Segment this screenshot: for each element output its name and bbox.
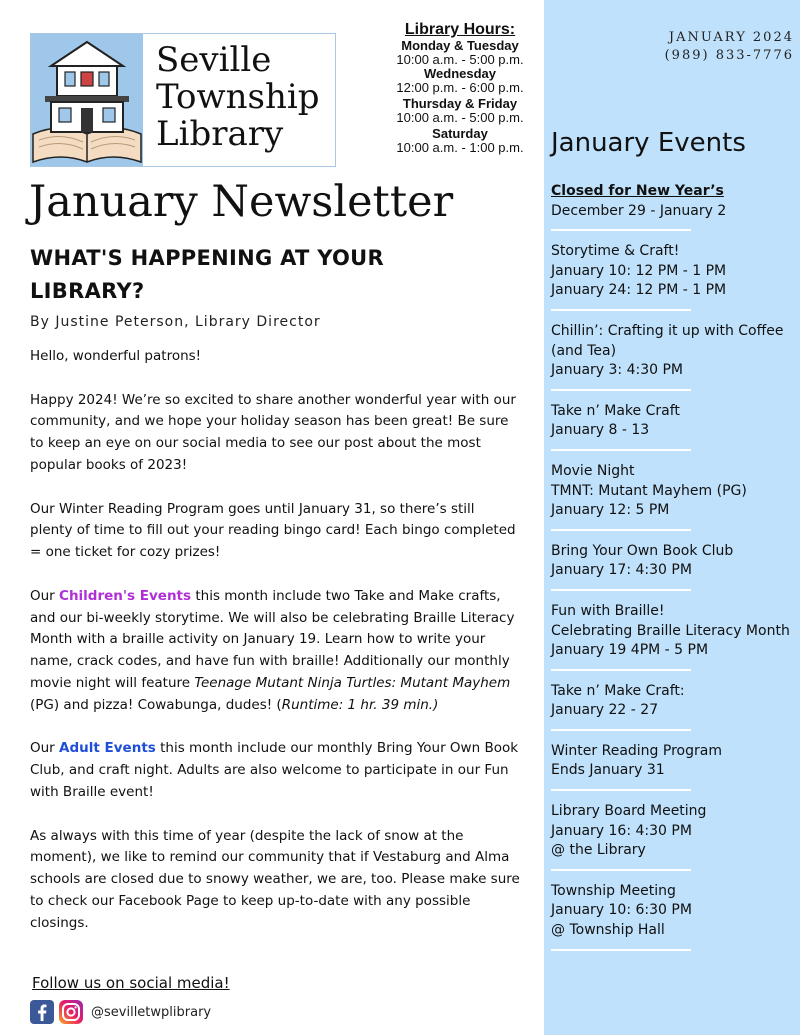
newsletter-subheading: WHAT'S HAPPENING AT YOUR LIBRARY? xyxy=(30,246,385,303)
event-detail: January 22 - 27 xyxy=(551,702,659,719)
paragraph-childrens-events xyxy=(30,586,520,717)
events-title: January Events xyxy=(551,128,746,158)
event-title: Movie Night xyxy=(551,462,635,479)
event-title: Winter Reading Program xyxy=(551,742,722,759)
hours-day: Wednesday xyxy=(423,66,496,81)
library-house-illustration xyxy=(31,34,143,166)
event-title: Library Board Meeting xyxy=(551,803,707,820)
event-item xyxy=(551,241,796,307)
event-divider xyxy=(551,949,691,951)
event-divider xyxy=(551,229,691,231)
event-detail: January 8 - 13 xyxy=(551,422,650,439)
event-detail: January 12: 5 PM xyxy=(551,502,670,519)
hours-time: 12:00 p.m. - 6:00 p.m. xyxy=(396,80,524,95)
text-run: this month include our monthly Bring Your Own Book Club, and craft night. Adults are also welcome to participate in our Fun with Braille event! xyxy=(30,740,519,800)
newsletter-body xyxy=(30,346,520,956)
text-run: (PG) and pizza! Cowabunga, dudes! ( xyxy=(30,696,282,713)
event-title: Bring Your Own Book Club xyxy=(551,542,734,559)
hours-title: Library Hours: xyxy=(404,21,516,38)
greeting: Hello, wonderful patrons! xyxy=(30,348,202,364)
event-detail: @ the Library xyxy=(551,842,646,859)
instagram-icon[interactable] xyxy=(59,1000,83,1024)
library-name-line: Township xyxy=(156,77,320,117)
social-handle[interactable]: @sevilletwplibrary xyxy=(91,1004,212,1020)
movie-title: Teenage Mutant Ninja Turtles: Mutant Mayhem xyxy=(194,674,511,691)
social-links xyxy=(30,999,211,1025)
text-run: this month include two Take and Make crafts, and our bi-weekly storytime. We will also be celebrating Braille Literacy Month with a braille activity on January 19. Learn how to write your name, crack codes, and have fun with braille! Additionally our monthly movie night will feature xyxy=(30,587,515,691)
event-item xyxy=(551,541,796,587)
text-run: Our xyxy=(30,740,60,757)
library-name xyxy=(156,42,320,153)
event-divider xyxy=(551,389,691,391)
event-item xyxy=(551,601,796,667)
event-detail: Celebrating Braille Literacy Month xyxy=(551,622,790,639)
event-item xyxy=(551,881,796,947)
facebook-icon[interactable] xyxy=(30,1000,54,1024)
byline: By Justine Peterson, Library Director xyxy=(30,314,321,330)
event-item xyxy=(551,461,796,527)
phone-number: (989) 833-7776 xyxy=(664,48,794,63)
paragraph-winter-reading: Our Winter Reading Program goes until January 31, so there’s still plenty of time to fill out your reading bingo card! Each bingo completed = one ticket for cozy prizes! xyxy=(30,500,516,561)
event-detail: January 24: 12 PM - 1 PM xyxy=(551,282,727,299)
text-run: Our xyxy=(30,587,60,604)
event-divider xyxy=(551,529,691,531)
paragraph-intro: Happy 2024! We’re so excited to share another wonderful year with our community, and we hope your holiday season has been great! Be sure to keep an eye on our social media to see our post about the most popular books of 2023! xyxy=(30,391,516,473)
events-list xyxy=(551,181,796,961)
event-title: Fun with Braille! xyxy=(551,602,665,619)
event-detail: January 16: 4:30 PM xyxy=(551,822,692,839)
event-item xyxy=(551,801,796,867)
issue-info xyxy=(665,29,794,65)
follow-social-link[interactable]: Follow us on social media! xyxy=(32,974,230,992)
event-item xyxy=(551,181,796,227)
event-detail: December 29 - January 2 xyxy=(551,202,727,219)
event-divider xyxy=(551,729,691,731)
event-title: Township Meeting xyxy=(551,882,676,899)
event-detail: January 10: 12 PM - 1 PM xyxy=(551,262,727,279)
event-title: Take n’ Make Craft xyxy=(551,402,680,419)
events-sidebar xyxy=(544,0,800,1035)
event-detail: Ends January 31 xyxy=(551,762,665,779)
childrens-events-highlight: Children's Events xyxy=(59,587,192,604)
library-name-line: Library xyxy=(156,114,284,154)
event-divider xyxy=(551,589,691,591)
library-name-line: Seville xyxy=(156,40,272,80)
hours-day: Thursday & Friday xyxy=(402,96,518,111)
event-detail: January 19 4PM - 5 PM xyxy=(551,642,709,659)
event-item xyxy=(551,741,796,787)
event-divider xyxy=(551,789,691,791)
event-title: Chillin’: Crafting it up with Coffee xyxy=(551,322,784,339)
event-item xyxy=(551,321,796,387)
runtime: Runtime: 1 hr. 39 min.) xyxy=(281,696,439,713)
hours-day: Monday & Tuesday xyxy=(401,38,519,53)
event-divider xyxy=(551,309,691,311)
event-detail: TMNT: Mutant Mayhem (PG) xyxy=(551,482,747,499)
event-item xyxy=(551,681,796,727)
event-title: Storytime & Craft! xyxy=(551,243,680,260)
paragraph-closings: As always with this time of year (despite the lack of snow at the moment), we like to remind our community that if Vestaburg and Alma schools are closed due to snowy weather, we are, too. Please make sure to check our Facebook Page to keep up-to-date with any possible closings. xyxy=(30,827,520,931)
event-item xyxy=(551,401,796,447)
hours-day: Saturday xyxy=(432,126,488,141)
hours-time: 10:00 a.m. - 5:00 p.m. xyxy=(396,110,524,125)
event-detail: January 17: 4:30 PM xyxy=(551,562,692,579)
event-divider xyxy=(551,449,691,451)
paragraph-adult-events xyxy=(30,738,520,803)
library-logo xyxy=(30,33,336,167)
library-hours xyxy=(390,20,530,155)
event-detail: @ Township Hall xyxy=(551,922,665,939)
adult-events-highlight: Adult Events xyxy=(59,740,156,757)
issue-date: JANUARY 2024 xyxy=(668,30,794,45)
hours-time: 10:00 a.m. - 5:00 p.m. xyxy=(396,52,524,67)
hours-time: 10:00 a.m. - 1:00 p.m. xyxy=(396,140,524,155)
event-title: Take n’ Make Craft: xyxy=(551,682,685,699)
event-title: Closed for New Year’s xyxy=(551,183,724,199)
event-detail: January 3: 4:30 PM xyxy=(551,362,684,379)
event-divider xyxy=(551,869,691,871)
newsletter-title: January Newsletter xyxy=(29,177,454,227)
event-detail: (and Tea) xyxy=(551,342,617,359)
event-divider xyxy=(551,669,691,671)
event-detail: January 10: 6:30 PM xyxy=(551,902,692,919)
